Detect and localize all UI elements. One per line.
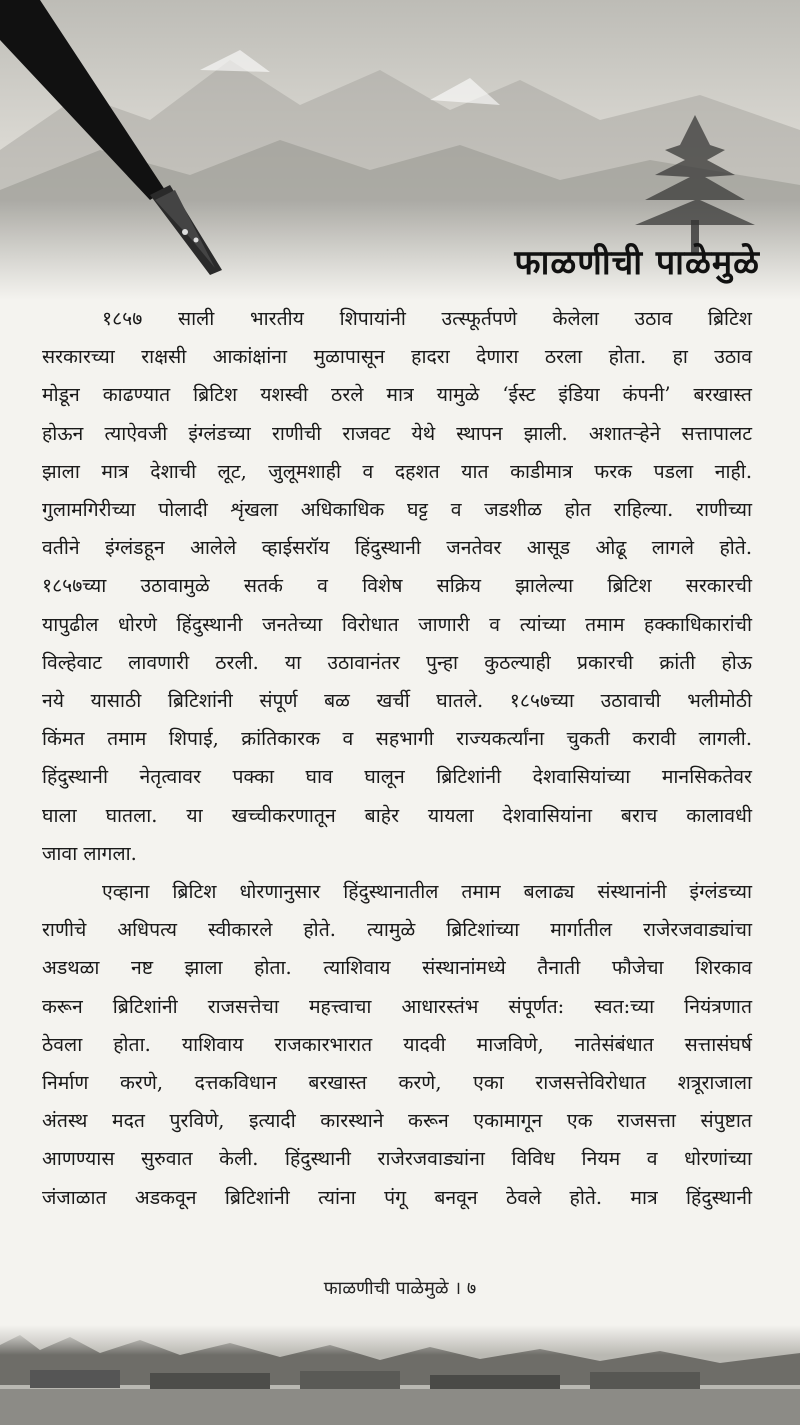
text-line: विल्हेवाट लावणारी ठरली. या उठावानंतर पुन्हा कुठल्याही प्रकारची क्रांती होऊ <box>42 650 752 674</box>
footer-illustration <box>0 1325 800 1425</box>
text-line: आणण्यास सुरुवात केली. हिंदुस्थानी राजेरजवाड्यांना विविध नियम व धोरणांच्या <box>42 1147 752 1171</box>
text-line: मोडून काढण्यात ब्रिटिश यशस्वी ठरले मात्र यामुळे ‘ईस्ट इंडिया कंपनी’ बरखास्त <box>42 383 752 407</box>
footer-separator: । <box>454 1278 462 1299</box>
text-line: राणीचे अधिपत्य स्वीकारले होते. त्यामुळे ब्रिटिशांच्या मार्गातील राजेरजवाड्यांचा <box>42 918 752 942</box>
running-title: फाळणीची पाळेमुळे <box>323 1278 449 1299</box>
page-footer <box>0 1276 800 1300</box>
body-text <box>42 300 752 1217</box>
chapter-title: फाळणीची पाळेमुळे <box>514 243 760 283</box>
text-line: १८५७च्या उठावामुळे सतर्क व विशेष सक्रिय झालेल्या ब्रिटिश सरकारची <box>42 574 752 598</box>
text-line: अंतस्थ मदत पुरविणे, इत्यादी कारस्थाने करून एकामागून एक राजसत्ता संपुष्टात <box>42 1109 752 1133</box>
text-line: यापुढील धोरणे हिंदुस्थानी जनतेच्या विरोधात जाणारी व त्यांच्या तमाम हक्काधिकारांची <box>42 612 752 636</box>
paragraph-2 <box>42 873 752 1217</box>
text-line: हिंदुस्थानी नेतृत्वावर पक्का घाव घालून ब्रिटिशांनी देशवासियांच्या मानसिकतेवर <box>42 765 752 789</box>
text-line: जावा लागला. <box>42 841 137 865</box>
text-line: होऊन त्याऐवजी इंग्लंडच्या राणीची राजवट येथे स्थापन झाली. अशातऱ्हेने सत्तापालट <box>42 421 752 445</box>
text-line: १८५७ साली भारतीय शिपायांनी उत्स्फूर्तपणे केलेला उठाव ब्रिटिश <box>102 307 752 330</box>
text-line: निर्माण करणे, दत्तकविधान बरखास्त करणे, एका राजसत्तेविरोधात शत्रूराजाला <box>42 1071 752 1095</box>
text-line: करून ब्रिटिशांनी राजसत्तेचा महत्त्वाचा आधारस्तंभ संपूर्णत: स्वत:च्या नियंत्रणात <box>42 994 752 1018</box>
pen-nib-icon <box>0 0 240 290</box>
text-line: वतीने इंग्लंडहून आलेले व्हाईसरॉय हिंदुस्थानी जनतेवर आसूड ओढू लागले होते. <box>42 536 752 560</box>
text-line: नये यासाठी ब्रिटिशांनी संपूर्ण बळ खर्ची घातले. १८५७च्या उठावाची भलीमोठी <box>42 689 752 713</box>
text-line: किंमत तमाम शिपाई, क्रांतिकारक व सहभागी राज्यकर्त्यांना चुकती करावी लागली. <box>42 727 752 751</box>
text-line: सरकारच्या राक्षसी आकांक्षांना मुळापासून हादरा देणारा ठरला होता. हा उठाव <box>42 345 752 369</box>
paragraph-1 <box>42 300 752 873</box>
page-number: ७ <box>466 1278 477 1299</box>
text-line: गुलामगिरीच्या पोलादी शृंखला अधिकाधिक घट्ट व जडशीळ होत राहिल्या. राणीच्या <box>42 498 752 522</box>
text-line: घाला घातला. या खच्चीकरणातून बाहेर यायला देशवासियांना बराच कालावधी <box>42 803 752 827</box>
text-line: झाला मात्र देशाची लूट, जुलूमशाही व दहशत यात काडीमात्र फरक पडला नाही. <box>42 459 752 483</box>
text-line: ठेवला होता. याशिवाय राजकारभारात यादवी माजविणे, नातेसंबंधात सत्तासंघर्ष <box>42 1032 752 1056</box>
text-line: जंजाळात अडकवून ब्रिटिशांनी त्यांना पंगू बनवून ठेवले होते. मात्र हिंदुस्थानी <box>42 1185 752 1209</box>
text-line: एव्हाना ब्रिटिश धोरणानुसार हिंदुस्थानातील तमाम बलाढ्य संस्थानांनी इंग्लंडच्या <box>102 880 752 904</box>
text-line: अडथळा नष्ट झाला होता. त्याशिवाय संस्थानांमध्ये तैनाती फौजेचा शिरकाव <box>42 956 752 980</box>
